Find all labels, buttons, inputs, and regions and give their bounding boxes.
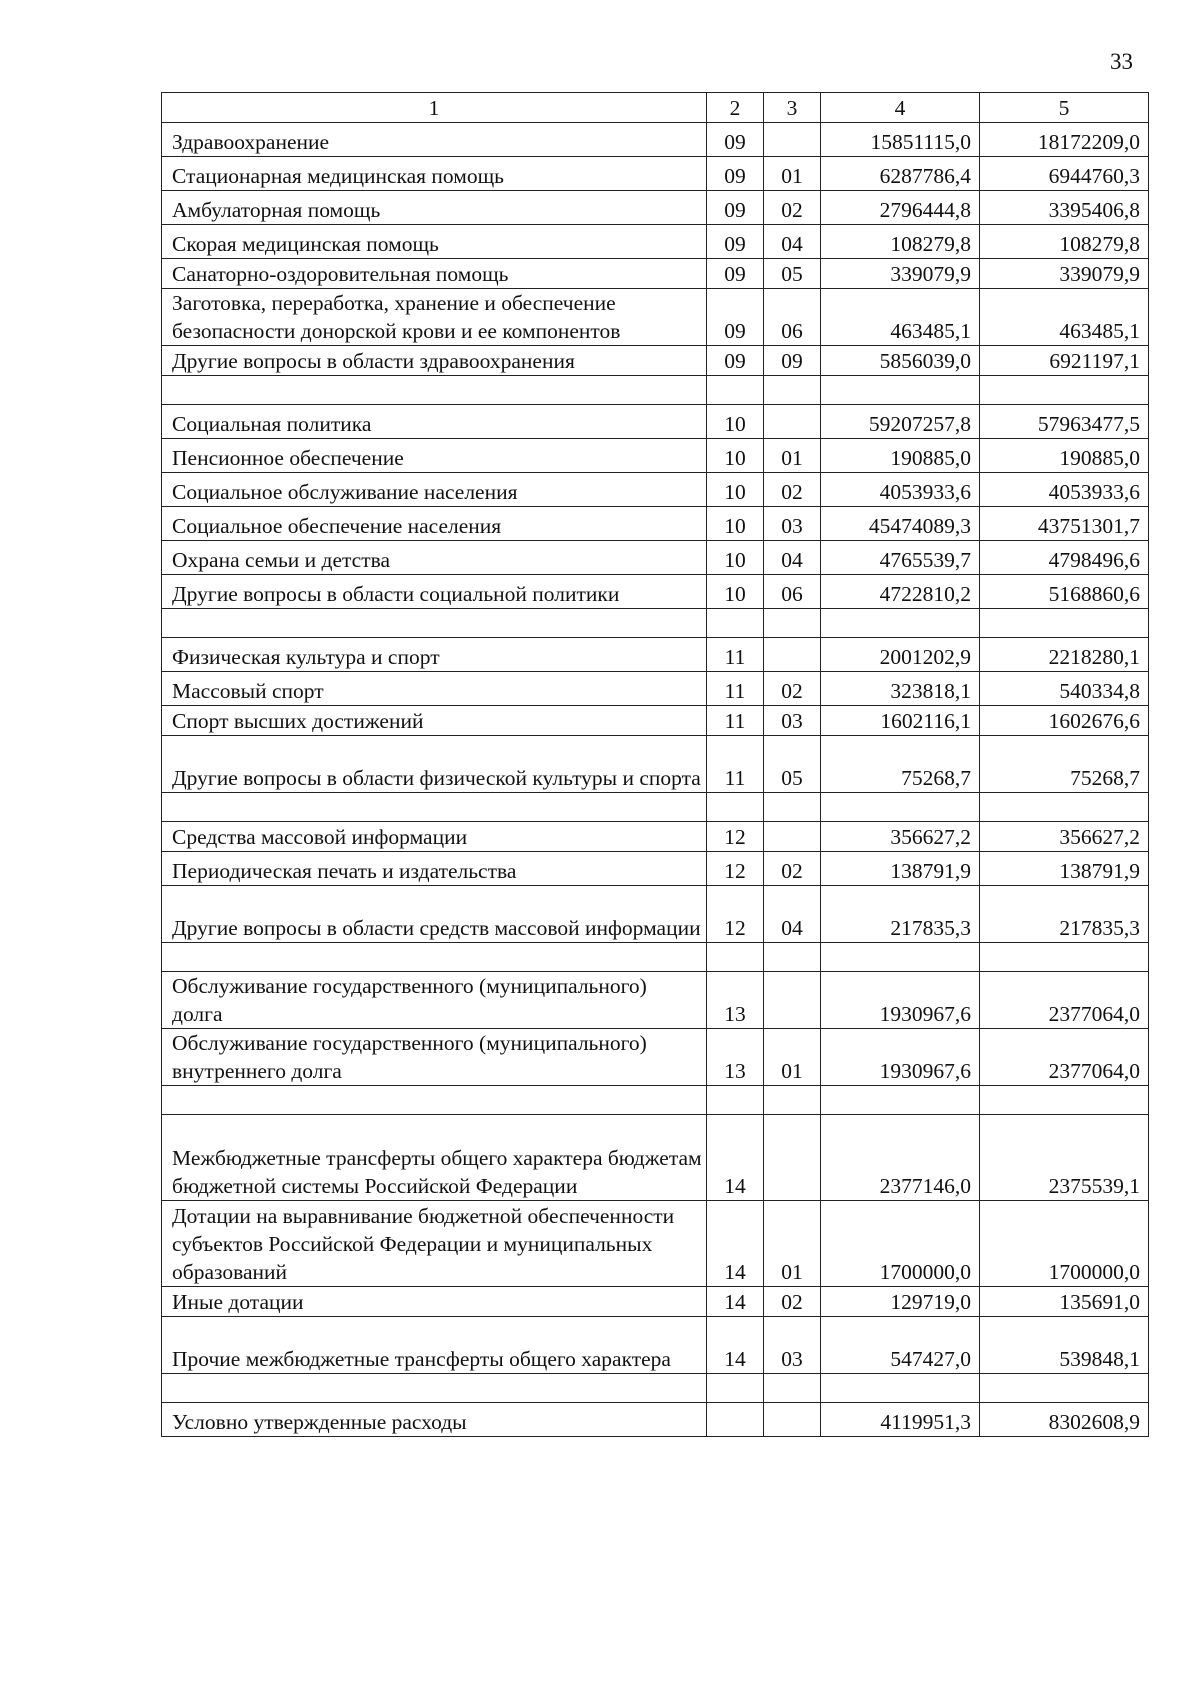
table-row [162,706,1149,736]
row-section-code [707,793,764,822]
row-section-code: 09 [707,289,764,346]
table-row [162,972,1149,1029]
row-value-col4: 75268,7 [821,736,980,793]
row-section-code: 14 [707,1115,764,1201]
row-section-code: 10 [707,507,764,541]
row-value-col5: 8302608,9 [980,1403,1149,1437]
row-value-col4: 15851115,0 [821,123,980,157]
row-name-cell: Периодическая печать и издательства [162,852,707,886]
row-name-cell: Другие вопросы в области физической культуры и спорта [162,736,707,793]
table-row [162,439,1149,473]
row-name-cell: Дотации на выравнивание бюджетной обеспеченности субъектов Российской Федерации и муниципальных образований [162,1201,707,1287]
row-subsection-code: 01 [764,157,821,191]
row-value-col4: 138791,9 [821,852,980,886]
row-name-cell: Здравоохранение [162,123,707,157]
row-subsection-code: 02 [764,191,821,225]
row-value-col4: 4119951,3 [821,1403,980,1437]
row-value-col4 [821,1086,980,1115]
row-name-cell: Социальное обеспечение населения [162,507,707,541]
row-value-col5: 2377064,0 [980,1029,1149,1086]
row-subsection-code: 04 [764,886,821,943]
row-subsection-code: 09 [764,346,821,376]
row-name-cell: Амбулаторная помощь [162,191,707,225]
row-name-cell: Межбюджетные трансферты общего характера бюджетам бюджетной системы Российской Федерации [162,1115,707,1201]
row-subsection-code: 01 [764,439,821,473]
row-subsection-code [764,638,821,672]
row-name-cell: Средства массовой информации [162,822,707,852]
row-name-cell: Пенсионное обеспечение [162,439,707,473]
header-row [162,93,1149,123]
row-name-cell [162,609,707,638]
spacer-row [162,609,1149,638]
row-value-col4 [821,1374,980,1403]
spacer-row [162,376,1149,405]
row-value-col5: 108279,8 [980,225,1149,259]
table-row [162,225,1149,259]
row-subsection-code: 01 [764,1201,821,1287]
table-row [162,1403,1149,1437]
row-value-col4: 356627,2 [821,822,980,852]
row-value-col5: 539848,1 [980,1317,1149,1374]
row-subsection-code [764,609,821,638]
row-value-col5: 5168860,6 [980,575,1149,609]
table-row [162,541,1149,575]
row-subsection-code [764,1086,821,1115]
row-subsection-code [764,943,821,972]
row-value-col4: 463485,1 [821,289,980,346]
row-name-cell [162,943,707,972]
row-value-col5: 138791,9 [980,852,1149,886]
column-header-2: 2 [707,93,764,123]
table-row [162,473,1149,507]
row-section-code: 11 [707,638,764,672]
row-section-code: 09 [707,259,764,289]
row-value-col5 [980,376,1149,405]
row-subsection-code [764,793,821,822]
row-section-code: 14 [707,1317,764,1374]
row-name-cell: Обслуживание государственного (муниципального) долга [162,972,707,1029]
row-value-col5: 3395406,8 [980,191,1149,225]
row-value-col4 [821,609,980,638]
row-section-code [707,1403,764,1437]
row-subsection-code: 05 [764,259,821,289]
table-row [162,1287,1149,1317]
budget-table [161,92,1149,1437]
row-value-col5: 2375539,1 [980,1115,1149,1201]
row-section-code: 11 [707,706,764,736]
row-name-cell [162,1086,707,1115]
row-value-col4: 4722810,2 [821,575,980,609]
column-header-4: 4 [821,93,980,123]
row-subsection-code: 04 [764,541,821,575]
row-subsection-code [764,822,821,852]
row-section-code [707,943,764,972]
row-subsection-code [764,972,821,1029]
spacer-row [162,793,1149,822]
row-section-code: 13 [707,1029,764,1086]
row-value-col4: 1700000,0 [821,1201,980,1287]
row-subsection-code: 01 [764,1029,821,1086]
row-section-code: 10 [707,439,764,473]
row-name-cell: Иные дотации [162,1287,707,1317]
row-name-cell: Охрана семьи и детства [162,541,707,575]
row-value-col4 [821,376,980,405]
table-row [162,405,1149,439]
row-value-col4: 6287786,4 [821,157,980,191]
row-section-code: 11 [707,736,764,793]
row-value-col4: 4053933,6 [821,473,980,507]
table-row [162,507,1149,541]
row-subsection-code: 03 [764,706,821,736]
spacer-row [162,1086,1149,1115]
row-name-cell: Социальная политика [162,405,707,439]
row-value-col4: 323818,1 [821,672,980,706]
table-row [162,157,1149,191]
row-value-col5 [980,943,1149,972]
row-value-col5: 4053933,6 [980,473,1149,507]
row-name-cell: Заготовка, переработка, хранение и обеспечение безопасности донорской крови и ее компонентов [162,289,707,346]
table-row [162,1317,1149,1374]
row-name-cell: Обслуживание государственного (муниципального) внутреннего долга [162,1029,707,1086]
row-value-col5: 356627,2 [980,822,1149,852]
row-value-col5: 135691,0 [980,1287,1149,1317]
row-subsection-code: 06 [764,575,821,609]
row-value-col4: 45474089,3 [821,507,980,541]
table-row [162,736,1149,793]
spacer-row [162,943,1149,972]
row-name-cell [162,1374,707,1403]
row-section-code: 12 [707,886,764,943]
row-subsection-code: 04 [764,225,821,259]
spacer-row [162,1374,1149,1403]
row-value-col4: 5856039,0 [821,346,980,376]
row-subsection-code [764,1403,821,1437]
row-section-code: 14 [707,1201,764,1287]
row-value-col5: 18172209,0 [980,123,1149,157]
row-value-col4: 339079,9 [821,259,980,289]
row-subsection-code [764,405,821,439]
row-name-cell: Другие вопросы в области здравоохранения [162,346,707,376]
row-name-cell: Стационарная медицинская помощь [162,157,707,191]
row-section-code: 09 [707,157,764,191]
table-row [162,191,1149,225]
row-section-code: 12 [707,822,764,852]
table-row [162,1029,1149,1086]
row-section-code: 13 [707,972,764,1029]
row-value-col5: 190885,0 [980,439,1149,473]
row-subsection-code: 03 [764,507,821,541]
row-value-col4: 108279,8 [821,225,980,259]
row-name-cell: Физическая культура и спорт [162,638,707,672]
table-row [162,289,1149,346]
row-section-code [707,1086,764,1115]
row-name-cell: Другие вопросы в области средств массовой информации [162,886,707,943]
row-value-col5: 463485,1 [980,289,1149,346]
row-section-code: 11 [707,672,764,706]
row-section-code: 09 [707,191,764,225]
row-subsection-code: 05 [764,736,821,793]
row-name-cell: Социальное обслуживание населения [162,473,707,507]
table-row [162,672,1149,706]
row-value-col5: 217835,3 [980,886,1149,943]
table-row [162,852,1149,886]
row-name-cell: Другие вопросы в области социальной политики [162,575,707,609]
row-value-col5: 2218280,1 [980,638,1149,672]
row-subsection-code: 02 [764,672,821,706]
table-row [162,1201,1149,1287]
row-value-col4: 4765539,7 [821,541,980,575]
row-section-code: 10 [707,541,764,575]
row-subsection-code [764,1115,821,1201]
row-value-col5: 339079,9 [980,259,1149,289]
column-header-1: 1 [162,93,707,123]
row-section-code: 10 [707,405,764,439]
row-section-code: 12 [707,852,764,886]
table-row [162,1115,1149,1201]
row-section-code: 10 [707,473,764,507]
column-header-5: 5 [980,93,1149,123]
row-name-cell: Массовый спорт [162,672,707,706]
row-name-cell: Условно утвержденные расходы [162,1403,707,1437]
table-row [162,886,1149,943]
row-section-code: 09 [707,346,764,376]
row-section-code: 10 [707,575,764,609]
row-subsection-code: 06 [764,289,821,346]
row-value-col5 [980,793,1149,822]
row-value-col4: 1930967,6 [821,1029,980,1086]
row-value-col4: 2377146,0 [821,1115,980,1201]
column-header-3: 3 [764,93,821,123]
row-value-col5: 6944760,3 [980,157,1149,191]
table-row [162,575,1149,609]
row-value-col5: 540334,8 [980,672,1149,706]
row-name-cell [162,376,707,405]
row-subsection-code [764,1374,821,1403]
table-body [162,123,1149,1437]
row-name-cell: Прочие межбюджетные трансферты общего характера [162,1317,707,1374]
row-subsection-code: 02 [764,473,821,507]
row-name-cell: Скорая медицинская помощь [162,225,707,259]
row-value-col5 [980,1086,1149,1115]
row-value-col4 [821,943,980,972]
row-value-col5: 4798496,6 [980,541,1149,575]
row-name-cell: Спорт высших достижений [162,706,707,736]
row-value-col5: 1602676,6 [980,706,1149,736]
row-value-col5: 43751301,7 [980,507,1149,541]
row-value-col5 [980,1374,1149,1403]
table-row [162,822,1149,852]
row-value-col4: 2796444,8 [821,191,980,225]
row-value-col5: 1700000,0 [980,1201,1149,1287]
row-section-code: 09 [707,225,764,259]
row-value-col4: 2001202,9 [821,638,980,672]
row-value-col4: 59207257,8 [821,405,980,439]
table-row [162,638,1149,672]
row-value-col5: 75268,7 [980,736,1149,793]
table-row [162,346,1149,376]
row-section-code: 14 [707,1287,764,1317]
row-section-code [707,609,764,638]
row-name-cell: Санаторно-оздоровительная помощь [162,259,707,289]
row-subsection-code [764,376,821,405]
row-subsection-code: 03 [764,1317,821,1374]
row-value-col5: 2377064,0 [980,972,1149,1029]
row-section-code [707,1374,764,1403]
table-row [162,123,1149,157]
row-value-col5: 6921197,1 [980,346,1149,376]
row-value-col5: 57963477,5 [980,405,1149,439]
row-subsection-code: 02 [764,1287,821,1317]
table-row [162,259,1149,289]
row-value-col4: 129719,0 [821,1287,980,1317]
row-value-col4 [821,793,980,822]
row-value-col4: 190885,0 [821,439,980,473]
row-section-code: 09 [707,123,764,157]
row-value-col4: 1930967,6 [821,972,980,1029]
row-value-col4: 217835,3 [821,886,980,943]
row-value-col4: 547427,0 [821,1317,980,1374]
row-section-code [707,376,764,405]
row-value-col4: 1602116,1 [821,706,980,736]
row-value-col5 [980,609,1149,638]
page-number: 33 [1110,49,1133,74]
row-subsection-code: 02 [764,852,821,886]
row-name-cell [162,793,707,822]
row-subsection-code [764,123,821,157]
